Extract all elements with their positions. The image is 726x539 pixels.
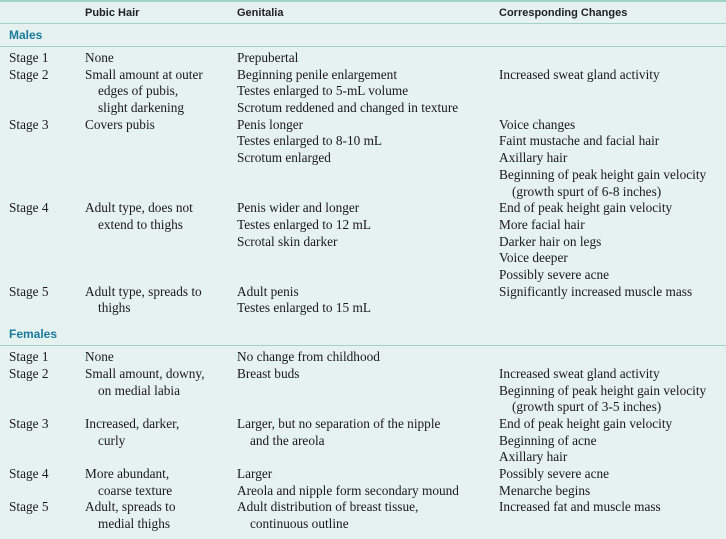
cell-line: Darker hair on legs [499,233,602,249]
cell-line: and the areola [250,432,325,448]
cell-line: Axillary hair [499,150,568,166]
pubic-hair-cell [85,50,114,67]
genitalia-cell [237,200,371,250]
cell-line: Voice changes [499,116,576,132]
changes-cell [499,499,661,516]
pubic-hair-cell [85,466,172,499]
cell-line: Testes enlarged to 5-mL volume [237,83,409,99]
table-body [0,24,726,539]
cell-line: Testes enlarged to 15 mL [237,300,371,316]
stage-label: Stage 4 [9,466,49,482]
cell-line: slight darkening [98,100,185,116]
cell-line: Increased sweat gland activity [499,365,660,381]
stage-label: Stage 1 [9,349,49,365]
header-corresponding-changes: Corresponding Changes [499,7,628,19]
stage-label: Stage 5 [9,283,49,299]
cell-line: Adult type, does not [85,200,193,216]
cell-line: Penis longer [237,116,304,132]
table-row [0,200,726,284]
section-title: Males [9,28,43,42]
cell-line: Significantly increased muscle mass [499,283,693,299]
cell-line: Beginning penile enlargement [237,66,398,82]
cell-line: Adult distribution of breast tissue, [237,499,419,515]
cell-line: Increased, darker, [85,415,180,431]
header-pubic-hair: Pubic Hair [85,7,140,19]
cell-line: (growth spurt of 6-8 inches) [512,183,662,199]
table-row [0,67,726,117]
table-row [0,284,726,317]
stage-label: Stage 3 [9,415,49,431]
cell-line: Adult penis [237,283,299,299]
changes-cell [499,67,660,84]
cell-line: on medial labia [98,382,180,398]
cell-line: Beginning of peak height gain velocity [499,166,707,182]
pubic-hair-cell [85,200,193,233]
cell-line: Scrotum enlarged [237,150,331,166]
changes-cell [499,200,672,284]
pubic-hair-cell [85,284,202,317]
section-title: Females [9,327,58,342]
cell-line: coarse texture [98,482,173,498]
changes-cell [499,366,706,416]
genitalia-cell [237,349,380,366]
cell-line: Small amount at outer [85,66,203,82]
table-header [0,2,726,24]
cell-line: thighs [98,300,131,316]
cell-line: Testes enlarged to 12 mL [237,216,371,232]
cell-line: Larger, but no separation of the nipple [237,415,441,431]
pubic-hair-cell [85,349,114,366]
stage-label: Stage 3 [9,116,49,132]
pubic-hair-cell [85,117,155,134]
changes-cell [499,416,672,466]
cell-line: Penis wider and longer [237,200,360,216]
cell-line: Menarche begins [499,482,591,498]
cell-line: Increased sweat gland activity [499,66,660,82]
cell-line: Faint mustache and facial hair [499,133,660,149]
cell-line: Areola and nipple form secondary mound [237,482,459,498]
table-row [0,349,726,366]
cell-line: No change from childhood [237,349,380,365]
genitalia-cell [237,284,371,317]
cell-line: Beginning of acne [499,432,597,448]
cell-line: Testes enlarged to 8-10 mL [237,133,383,149]
genitalia-cell [237,50,298,67]
genitalia-cell [237,466,459,499]
cell-line: Breast buds [237,365,300,381]
cell-line: None [85,50,114,65]
genitalia-cell [237,416,440,449]
cell-line: More facial hair [499,216,585,232]
table-row [0,416,726,466]
cell-line: Increased fat and muscle mass [499,499,661,515]
cell-line: Covers pubis [85,116,155,132]
cell-line: Beginning of peak height gain velocity [499,382,707,398]
cell-line: Adult, spreads to [85,499,176,515]
pubic-hair-cell [85,416,179,449]
stage-label: Stage 2 [9,66,49,82]
cell-line: continuous outline [250,516,349,532]
cell-line: More abundant, [85,466,170,482]
stage-label: Stage 2 [9,365,49,381]
section-rows [0,346,726,539]
table-row [0,466,726,499]
changes-cell [499,466,609,499]
cell-line: extend to thighs [98,216,183,232]
changes-cell [499,284,692,301]
table-row [0,366,726,416]
cell-line: None [85,349,114,365]
cell-line: Possibly severe acne [499,267,610,283]
genitalia-cell [237,67,458,117]
cell-line: Possibly severe acne [499,466,610,482]
cell-line: Axillary hair [499,449,568,465]
cell-line: curly [98,432,126,448]
table-row [0,50,726,67]
stage-label: Stage 4 [9,200,49,216]
cell-line: Prepubertal [237,50,299,65]
section-heading-females [0,323,726,346]
cell-line: Scrotum reddened and changed in texture [237,100,459,116]
cell-line: Larger [237,466,273,482]
cell-line: medial thighs [98,516,171,532]
cell-line: edges of pubis, [98,83,179,99]
table-row [0,117,726,201]
pubic-hair-cell [85,67,203,117]
cell-line: Adult type, spreads to [85,283,202,299]
cell-line: End of peak height gain velocity [499,415,673,431]
stage-label: Stage 1 [9,50,49,65]
genitalia-cell [237,366,299,383]
cell-line: (growth spurt of 3-5 inches) [512,399,662,415]
pubic-hair-cell [85,366,205,399]
cell-line: Voice deeper [499,250,568,266]
cell-line: Scrotal skin darker [237,233,338,249]
cell-line: Small amount, downy, [85,365,205,381]
header-genitalia: Genitalia [237,7,284,19]
genitalia-cell [237,117,382,167]
changes-cell [499,117,706,201]
cell-line: End of peak height gain velocity [499,200,673,216]
section-rows [0,47,726,323]
section-heading-males [0,24,726,47]
stage-label: Stage 5 [9,499,49,515]
